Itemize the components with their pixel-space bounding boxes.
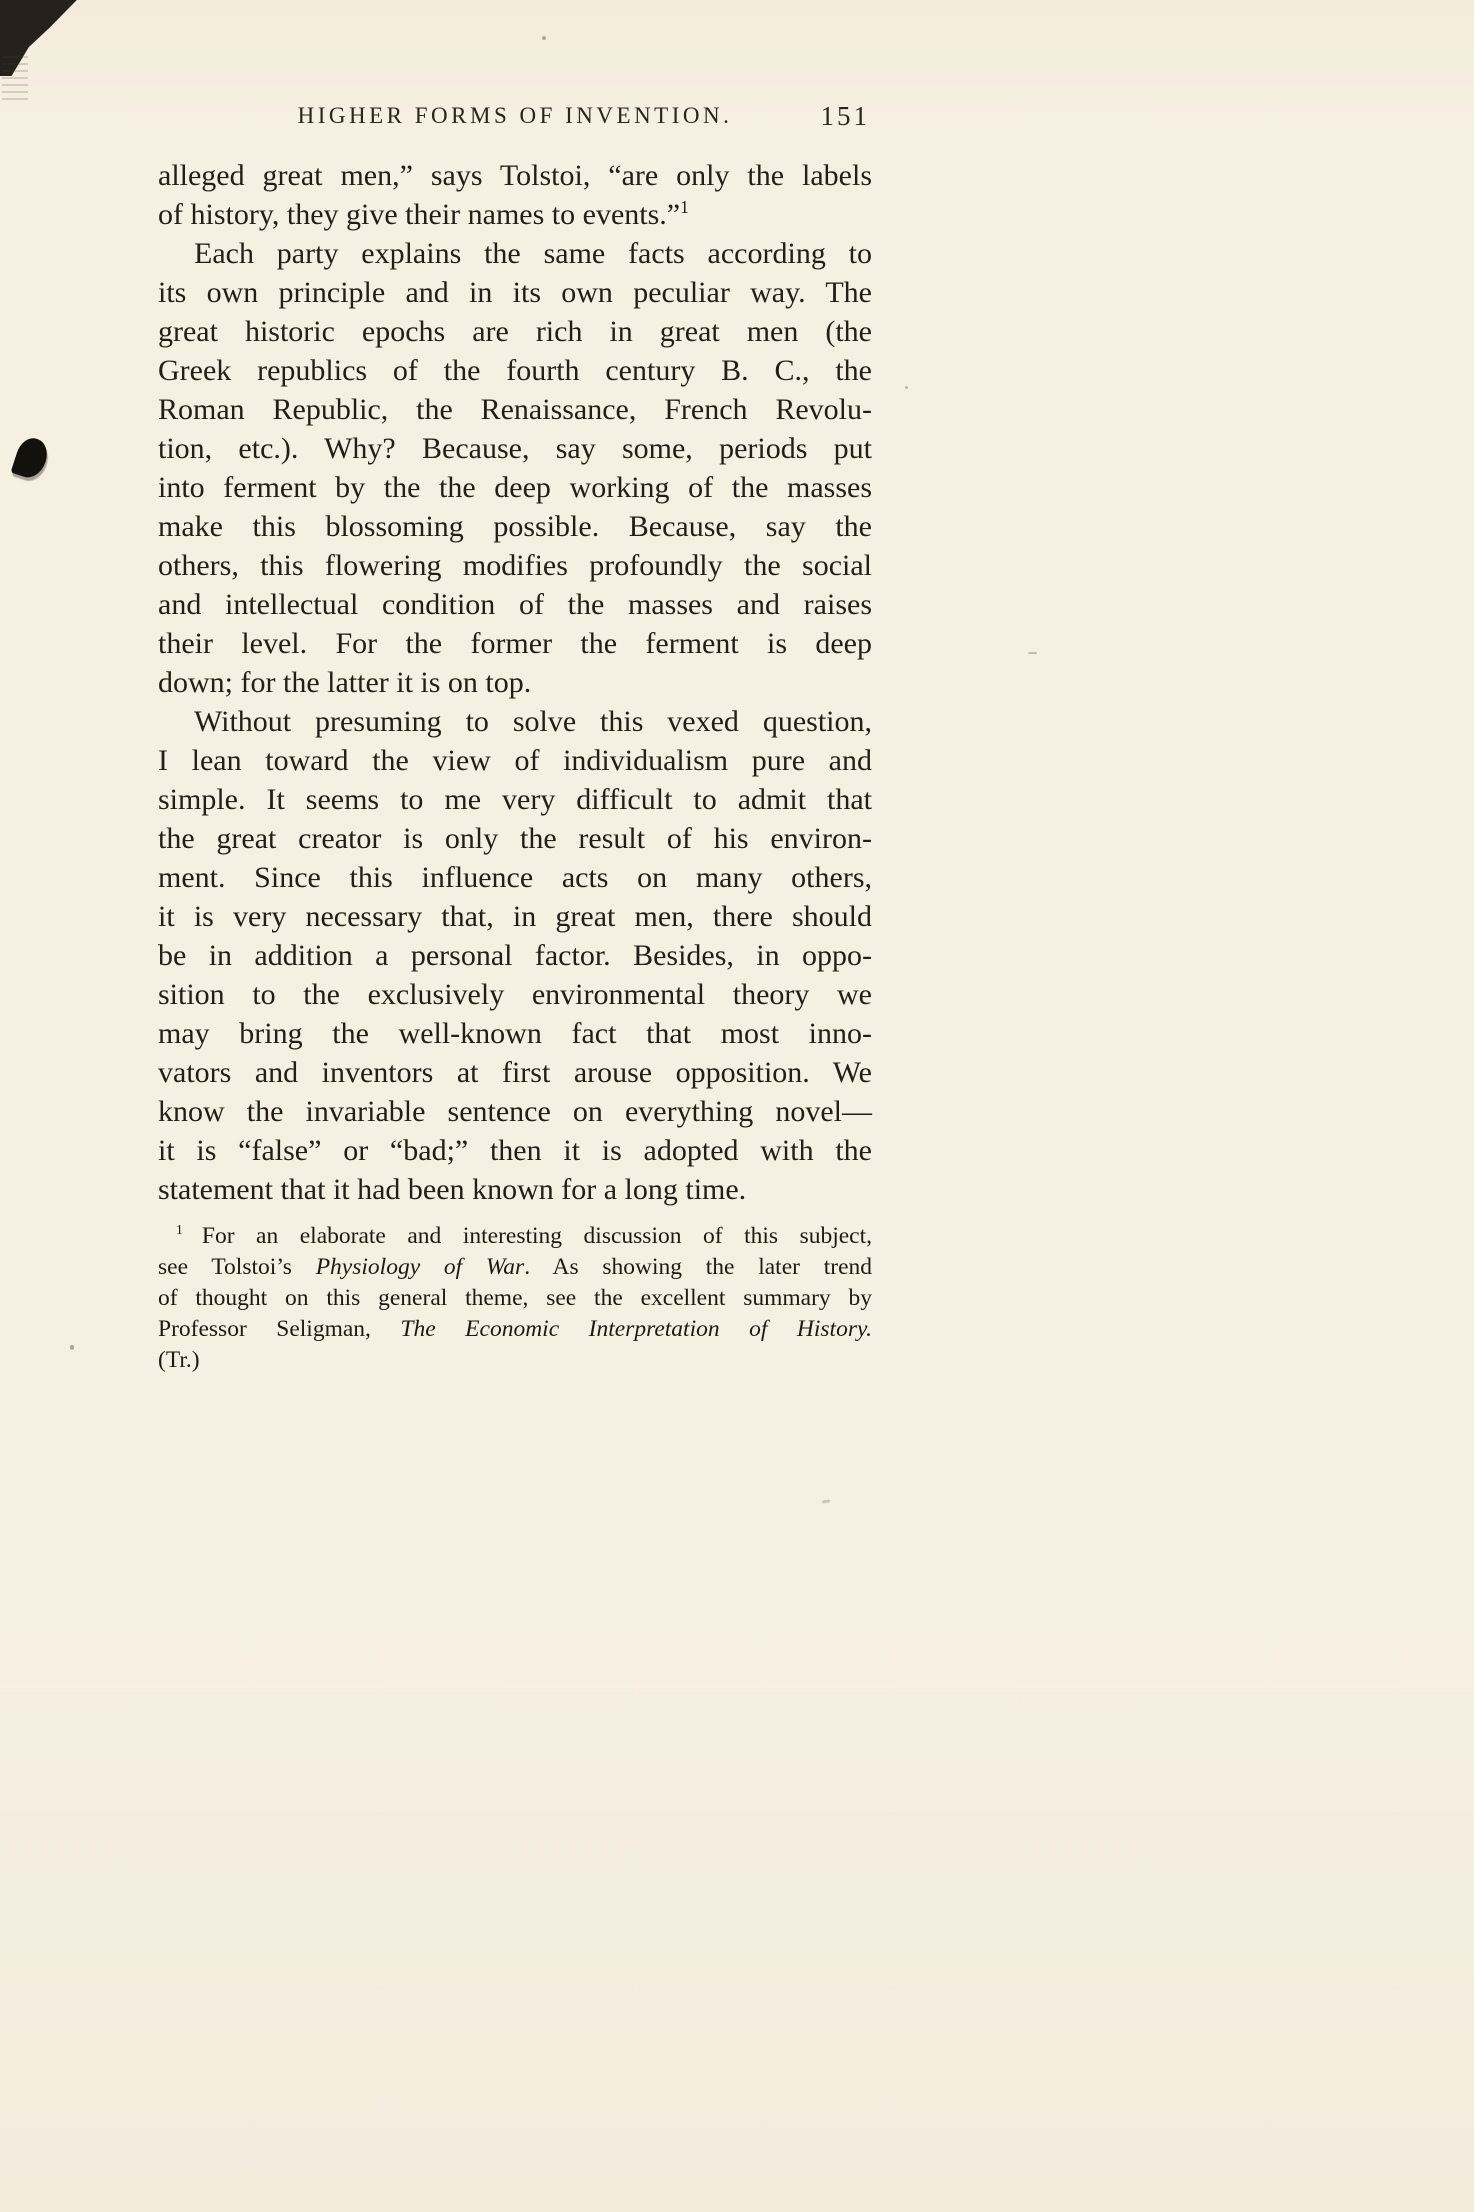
text-line (158, 858, 872, 897)
text-segment: their level. For the former the ferment is deep (158, 627, 872, 660)
text-line (158, 312, 872, 351)
chapter-title: HIGHER FORMS OF INVENTION. (297, 103, 733, 128)
text-line (158, 390, 872, 429)
paragraph (158, 234, 872, 702)
text-segment: it is very necessary that, in great men, there should (158, 900, 872, 933)
text-line (158, 1131, 872, 1170)
text-line (158, 1221, 872, 1252)
text-segment: great historic epochs are rich in great men (the (158, 315, 872, 348)
text-segment: others, this flowering modifies profoundly the social (158, 549, 872, 582)
italic-title: The Economic Interpretation of History. (400, 1316, 872, 1342)
text-segment: it is “false” or “bad;” then it is adopted with the (158, 1134, 872, 1167)
text-line (158, 1014, 872, 1053)
text-segment: sition to the exclusively environmental theory we (158, 978, 872, 1011)
text-segment: the great creator is only the result of his environ- (158, 822, 872, 855)
text-line (158, 429, 872, 468)
text-line (158, 624, 872, 663)
text-segment: make this blossoming possible. Because, say the (158, 510, 872, 543)
text-segment: of history, they give their names to events.” (158, 198, 681, 231)
body-text (158, 156, 872, 1209)
text-line (158, 1252, 872, 1283)
text-segment: and intellectual condition of the masses and raises (158, 588, 872, 621)
text-segment: alleged great men,” says Tolstoi, “are only the labels (158, 159, 872, 192)
text-segment: I lean toward the view of individualism pure and (158, 744, 872, 777)
footnote-marker: 1 (176, 1222, 202, 1238)
text-segment: tion, etc.). Why? Because, say some, periods put (158, 432, 872, 465)
ink-blot (11, 434, 52, 481)
footnote-marker: 1 (680, 197, 689, 217)
text-line (158, 507, 872, 546)
text-line (158, 351, 872, 390)
text-line (158, 663, 872, 702)
text-segment: Greek republics of the fourth century B. C., the (158, 354, 872, 387)
scan-artifact-streaks (2, 56, 28, 104)
scan-speckle (822, 1499, 830, 1504)
text-column (158, 103, 872, 1376)
text-segment: Each party explains the same facts according to (194, 237, 872, 270)
text-line (158, 1345, 872, 1376)
text-line (158, 234, 872, 273)
text-segment: simple. It seems to me very difficult to admit that (158, 783, 872, 816)
text-line (158, 273, 872, 312)
text-segment: Roman Republic, the Renaissance, French Revolu- (158, 393, 872, 426)
paragraph (158, 156, 872, 234)
text-line (158, 1283, 872, 1314)
italic-title: Physiology of War (315, 1254, 525, 1280)
text-segment: (Tr.) (158, 1347, 200, 1373)
text-segment: know the invariable sentence on everything novel— (158, 1095, 872, 1128)
text-segment: ment. Since this influence acts on many others, (158, 861, 872, 894)
text-segment: see Tolstoi’s (158, 1254, 316, 1280)
page-number: 151 (820, 101, 870, 131)
text-line (158, 1170, 872, 1209)
text-segment: its own principle and in its own peculiar way. The (158, 276, 872, 309)
paragraph (158, 702, 872, 1209)
text-line (158, 195, 872, 234)
text-segment: Professor Seligman, (158, 1316, 401, 1342)
text-line (158, 546, 872, 585)
text-segment: Without presuming to solve this vexed question, (194, 705, 872, 738)
text-line (158, 468, 872, 507)
text-line (158, 702, 872, 741)
text-line (158, 780, 872, 819)
text-segment: down; for the latter it is on top. (158, 666, 532, 699)
text-segment: be in addition a personal factor. Besides, in oppo- (158, 939, 872, 972)
text-segment: into ferment by the the deep working of the masses (158, 471, 872, 504)
footnote (158, 1221, 872, 1376)
text-segment: . As showing the later trend (524, 1254, 872, 1280)
scan-speckle (70, 1345, 74, 1350)
running-header (158, 103, 872, 139)
text-line (158, 1314, 872, 1345)
text-segment: For an elaborate and interesting discussion of this subject, (201, 1223, 873, 1249)
text-segment: statement that it had been known for a long time. (158, 1173, 747, 1206)
scan-speckle (1028, 652, 1037, 654)
text-segment: of thought on this general theme, see the excellent summary by (158, 1285, 872, 1311)
text-line (158, 975, 872, 1014)
text-line (158, 585, 872, 624)
scan-speckle (542, 36, 546, 40)
text-line (158, 819, 872, 858)
text-line (158, 897, 872, 936)
text-line (158, 936, 872, 975)
text-segment: may bring the well-known fact that most inno- (158, 1017, 872, 1050)
text-line (158, 156, 872, 195)
text-line (158, 1092, 872, 1131)
scan-speckle (905, 386, 908, 389)
text-line (158, 1053, 872, 1092)
text-line (158, 741, 872, 780)
text-segment: vators and inventors at first arouse opposition. We (158, 1056, 872, 1089)
